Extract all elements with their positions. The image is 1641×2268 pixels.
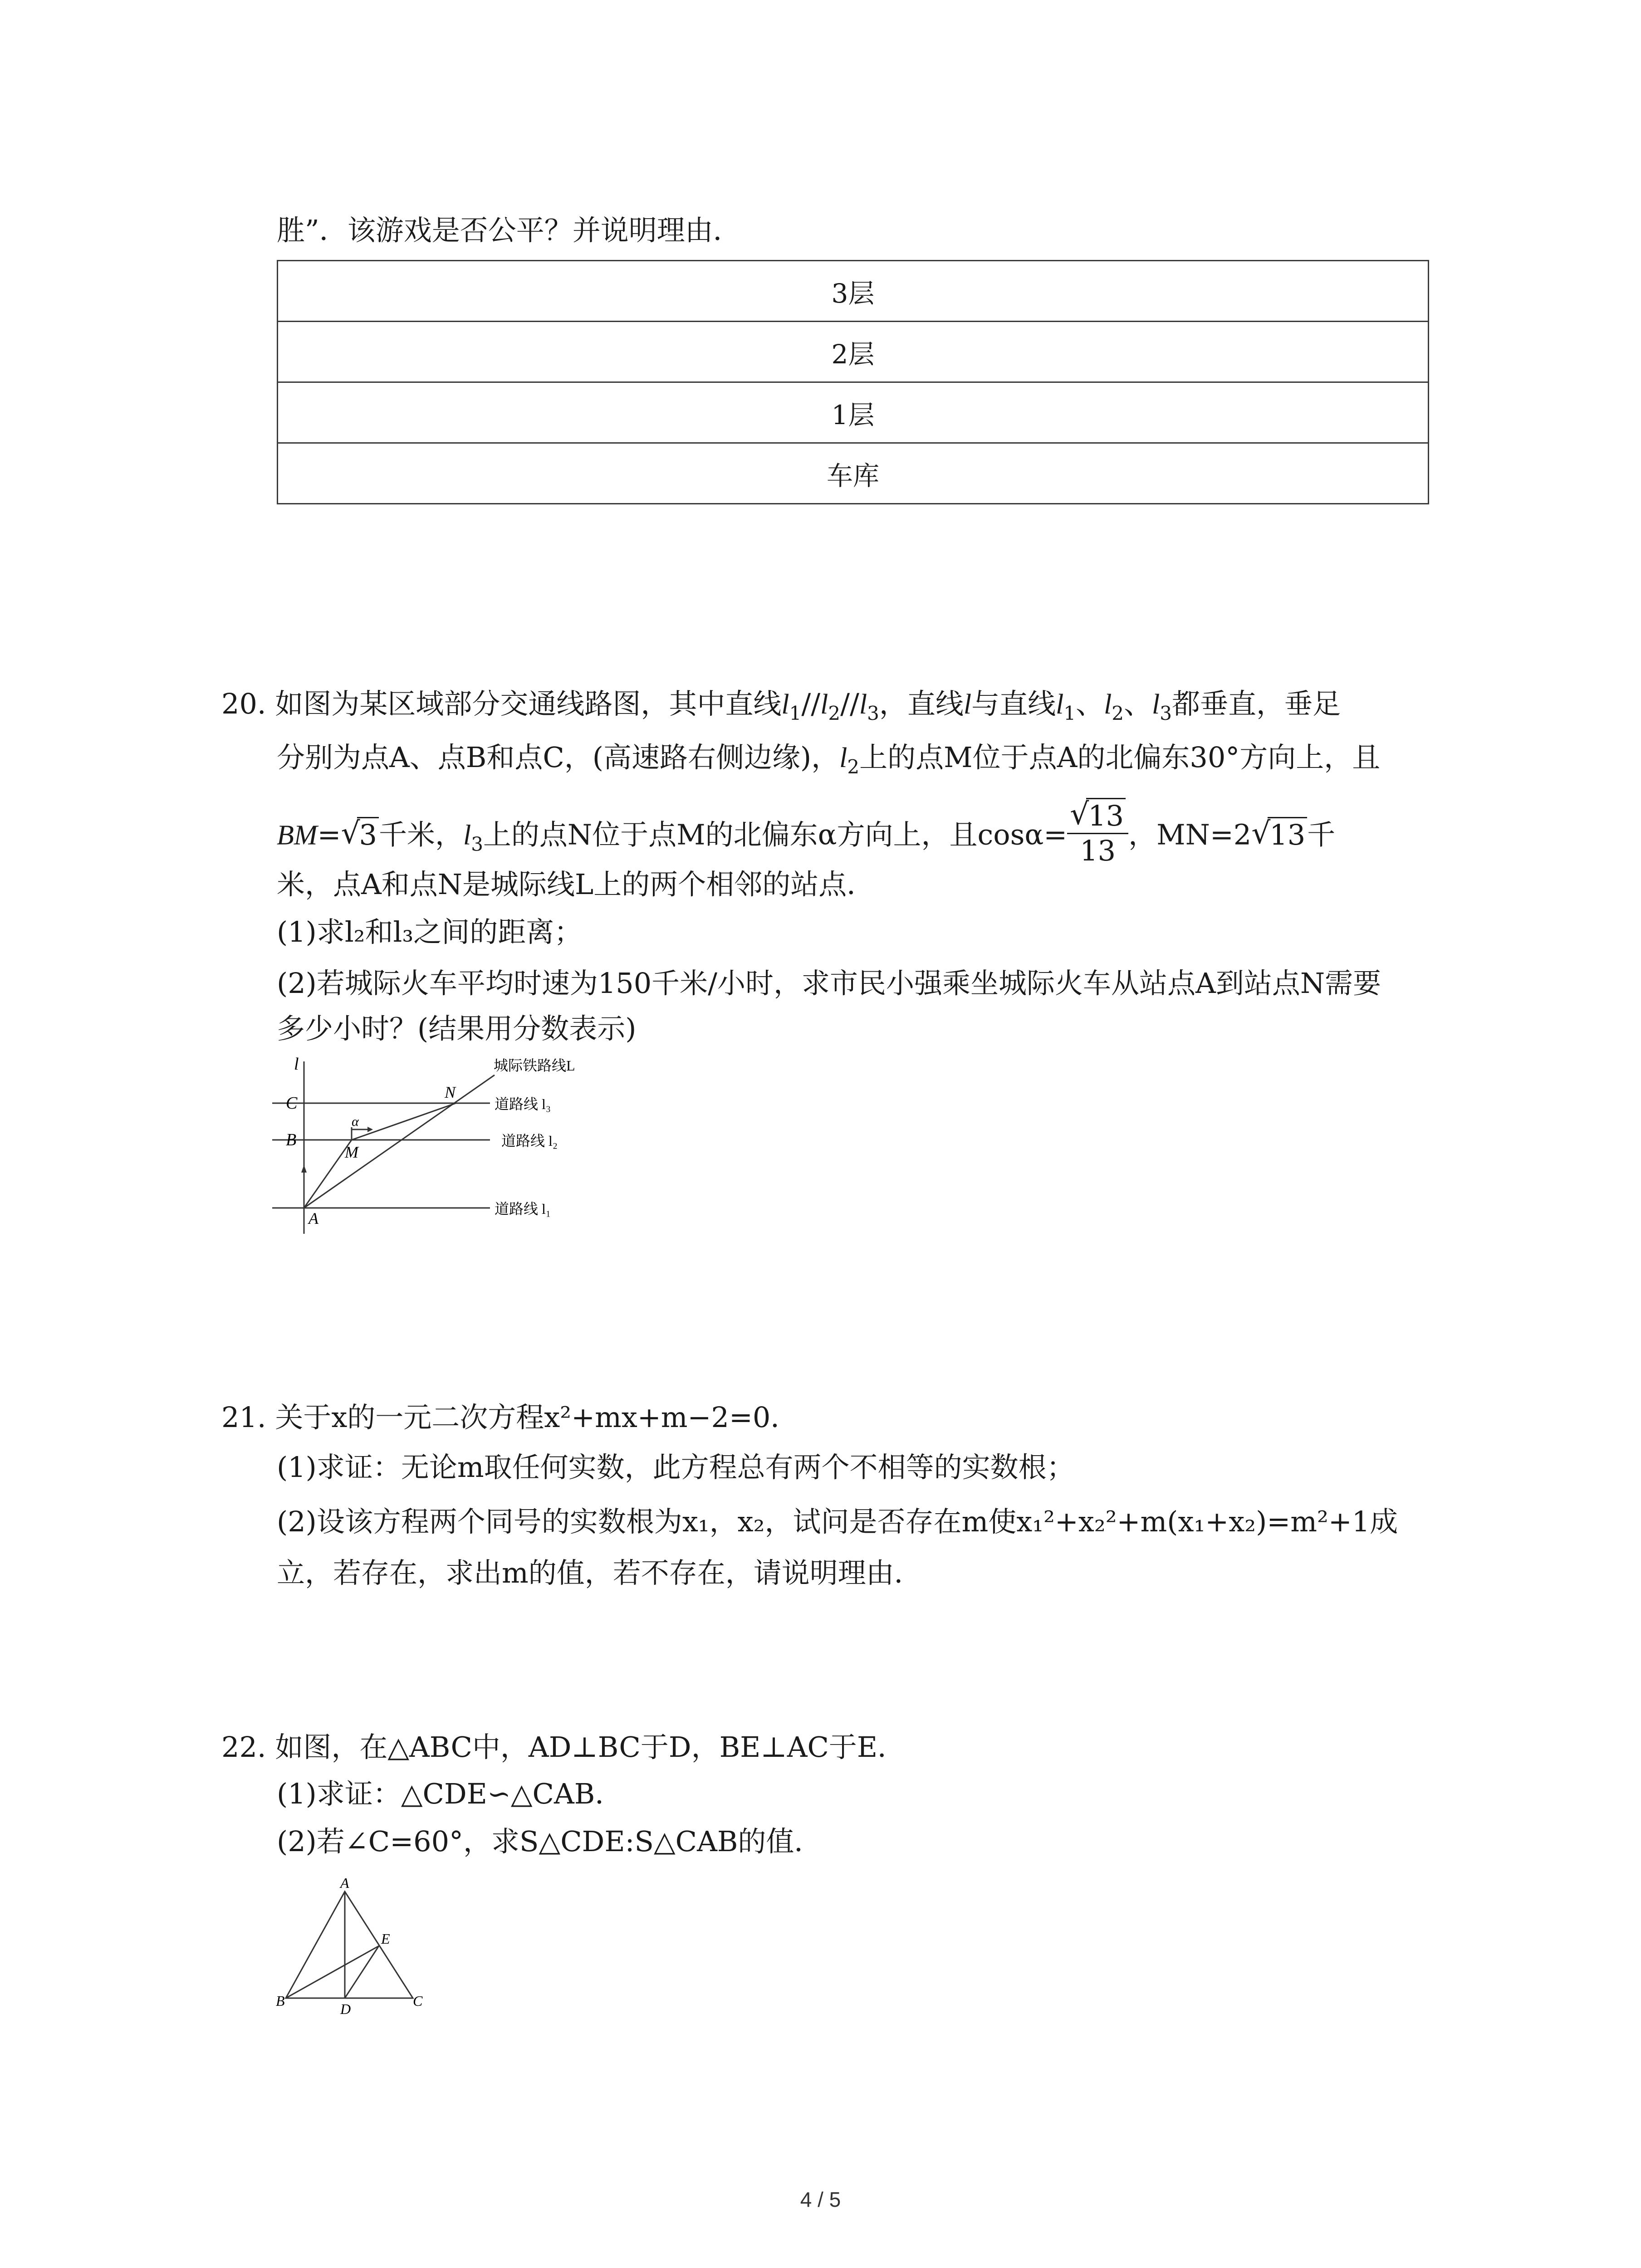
- q20-text: 上的点N位于点M的北偏东α方向上，且cosα=: [483, 818, 1068, 851]
- q21-number: 21.: [221, 1401, 266, 1434]
- rail-line-label: 城际铁路线L: [494, 1057, 575, 1074]
- table-row: [278, 443, 1429, 504]
- q20-line2: 分别为点A、点B和点C，(高速路右侧边缘)，$l_2$上的点M位于点A的北偏东30°方向上，且: [277, 741, 1381, 778]
- q22-line1: [221, 1729, 906, 1765]
- q20-text: 上的点M位于点A的北偏东30°方向上，且: [859, 741, 1381, 774]
- q22-number: 22.: [221, 1730, 266, 1764]
- label-M: M: [345, 1143, 358, 1161]
- road-3-label: 道路线 l₃: [495, 1096, 551, 1112]
- q20-text: 都垂直，垂足: [1172, 687, 1341, 720]
- table-cell: 车库: [278, 443, 1429, 504]
- table-cell: 2层: [278, 322, 1429, 382]
- label-C: C: [286, 1094, 298, 1113]
- q20-text: 如图为某区域部分交通线路图，其中直线: [275, 687, 782, 720]
- q20-text: ，直线: [879, 687, 964, 720]
- q20-text: 千米，: [378, 818, 463, 851]
- q20-text: 与直线: [971, 687, 1056, 720]
- label-A: A: [309, 1209, 318, 1227]
- table-row: [278, 261, 1429, 322]
- label-B: B: [286, 1130, 297, 1149]
- intro-line: 胜”．该游戏是否公平？并说明理由．: [277, 214, 741, 247]
- label-l: l: [294, 1055, 299, 1074]
- label-C: C: [413, 1993, 423, 2009]
- q20-part2-a: (2)若城际火车平均时速为150千米/小时，求市民小强乘坐城际火车从站点A到站点N需要: [277, 967, 1381, 1000]
- q21-part1: (1)求证：无论m取任何实数，此方程总有两个不相等的实数根；: [277, 1451, 1075, 1484]
- label-A: A: [340, 1878, 349, 1891]
- floor-table: [277, 260, 1429, 504]
- label-E: E: [381, 1931, 390, 1947]
- q20-line3: BM=√ 3千米，$l_3$上的点N位于点M的北偏东α方向上，且cosα= √ $\frac{13}{13}$ ，MN=2√ 13千: [277, 803, 1335, 871]
- q20-line1: 20. 如图为某区域部分交通线路图，其中直线$l_1//l_2//l_3$，直线l与直线$l_1$、$l_2$、$l_3$都垂直，垂足: [221, 687, 1341, 724]
- page-number: 4 / 5: [800, 2188, 841, 2211]
- triangle-figure: [272, 1878, 445, 2032]
- q20-text: 千: [1307, 818, 1336, 851]
- label-N: N: [445, 1083, 456, 1101]
- traffic-route-figure: [272, 1052, 590, 1243]
- road-1-label: 道路线 l₁: [495, 1201, 551, 1217]
- q21-part2-b: 立，若存在，求出m的值，若不存在，请说明理由．: [277, 1556, 922, 1589]
- q20-part2-b: 多少小时？(结果用分数表示): [277, 1012, 637, 1045]
- q20-text: 分别为点A、点B和点C，(高速路右侧边缘)，: [277, 741, 840, 774]
- table-row: [278, 322, 1429, 382]
- label-alpha: α: [352, 1114, 359, 1129]
- table-cell: 1层: [278, 382, 1429, 443]
- q22-text: 如图，在△ABC中，AD⊥BC于D，BE⊥AC于E．: [275, 1730, 906, 1764]
- sqrt-3: √ 3: [341, 817, 378, 853]
- q22-part1: (1)求证：△CDE∽△CAB．: [277, 1777, 623, 1810]
- cos-fraction: √ $\frac{13}{13}$: [1067, 799, 1128, 868]
- q21-line1: [221, 1399, 798, 1436]
- q21-text: 关于x的一元二次方程x²+mx+m−2=0．: [275, 1401, 799, 1434]
- sqrt-13: √ 13: [1251, 817, 1307, 853]
- table-row: [278, 382, 1429, 443]
- label-D: D: [340, 2001, 351, 2017]
- q20-number: 20.: [221, 687, 266, 720]
- q21-part2-a: (2)设该方程两个同号的实数根为x₁，x₂，试问是否存在m使x₁²+x₂²+m(x₁+x₂)=m²+1成: [277, 1505, 1398, 1538]
- q20-text: ，MN=2: [1128, 818, 1252, 851]
- table-cell: 3层: [278, 261, 1429, 322]
- label-B: B: [276, 1993, 285, 2009]
- q20-part1: (1)求l₂和l₃之间的距离；: [277, 915, 583, 948]
- q22-part2: (2)若∠C=60°，求S△CDE:S△CAB的值．: [277, 1825, 823, 1858]
- road-2-label: 道路线 l₂: [501, 1133, 558, 1149]
- q20-line4: 米，点A和点N是城际线L上的两个相邻的站点．: [277, 868, 875, 901]
